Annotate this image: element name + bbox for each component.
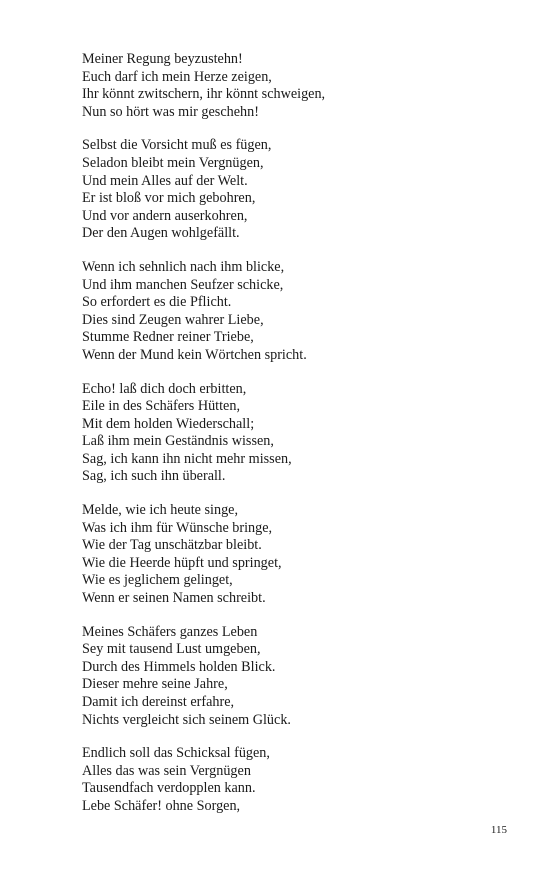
verse-line: Sag, ich such ihn überall. xyxy=(82,468,226,485)
verse-line: Selbst die Vorsicht muß es fügen, xyxy=(82,137,272,154)
verse-line: Echo! laß dich doch erbitten, xyxy=(82,380,247,397)
verse-line: Meines Schäfers ganzes Leben xyxy=(82,623,258,640)
verse-line: Stumme Redner reiner Triebe, xyxy=(82,329,254,346)
poem-body xyxy=(82,51,510,832)
verse-line: Wie es jeglichem gelinget, xyxy=(82,572,233,589)
verse-line: Melde, wie ich heute singe, xyxy=(82,502,239,519)
verse-line: Nun so hört was mir geschehn! xyxy=(82,103,259,120)
stanza xyxy=(82,745,510,815)
page-number: 115 xyxy=(490,824,507,836)
verse-line: Durch des Himmels holden Blick. xyxy=(82,658,276,675)
verse-line: Dieser mehre seine Jahre, xyxy=(82,676,228,693)
verse-line: Lebe Schäfer! ohne Sorgen, xyxy=(82,797,241,814)
verse-line: Eile in des Schäfers Hütten, xyxy=(82,398,240,415)
stanza xyxy=(82,502,510,608)
verse-line: Er ist bloß vor mich gebohren, xyxy=(82,190,256,207)
verse-line: Und ihm manchen Seufzer schicke, xyxy=(82,276,284,293)
verse-line: Wie der Tag unschätzbar bleibt. xyxy=(82,537,262,554)
stanza xyxy=(82,259,510,365)
verse-line: Tausendfach verdopplen kann. xyxy=(82,780,256,797)
verse-line: Laß ihm mein Geständnis wissen, xyxy=(82,433,274,450)
verse-line: Ihr könnt zwitschern, ihr könnt schweigen, xyxy=(82,86,326,103)
verse-line: Sey mit tausend Lust umgeben, xyxy=(82,641,261,658)
stanza xyxy=(82,51,510,121)
verse-line: Wenn ich sehnlich nach ihm blicke, xyxy=(82,258,285,275)
verse-line: Dies sind Zeugen wahrer Liebe, xyxy=(82,311,264,328)
verse-line: Und vor andern auserkohren, xyxy=(82,207,248,224)
stanza xyxy=(82,381,510,487)
verse-line: Wenn er seinen Namen schreibt. xyxy=(82,590,266,607)
verse-line: Endlich soll das Schicksal fügen, xyxy=(82,745,270,762)
verse-line: Nichts vergleicht sich seinem Glück. xyxy=(82,711,291,728)
verse-line: Damit ich dereinst erfahre, xyxy=(82,694,235,710)
verse-line: Euch darf ich mein Herze zeigen, xyxy=(82,68,272,85)
verse-line: Mit dem holden Wiederschall; xyxy=(82,415,255,432)
verse-line: Sag, ich kann ihn nicht mehr missen, xyxy=(82,450,292,467)
verse-line: Wenn der Mund kein Wörtchen spricht. xyxy=(82,346,307,363)
verse-line: Und mein Alles auf der Welt. xyxy=(82,172,248,189)
verse-line: Meiner Regung beyzustehn! xyxy=(82,51,243,67)
stanza xyxy=(82,624,510,730)
verse-line: Alles das was sein Vergnügen xyxy=(82,762,251,779)
verse-line: So erfordert es die Pflicht. xyxy=(82,294,232,311)
stanza xyxy=(82,137,510,243)
verse-line: Der den Augen wohlgefällt. xyxy=(82,225,240,242)
verse-line: Seladon bleibt mein Vergnügen, xyxy=(82,154,264,171)
verse-line: Wie die Heerde hüpft und springet, xyxy=(82,554,282,571)
verse-line: Was ich ihm für Wünsche bringe, xyxy=(82,519,273,536)
